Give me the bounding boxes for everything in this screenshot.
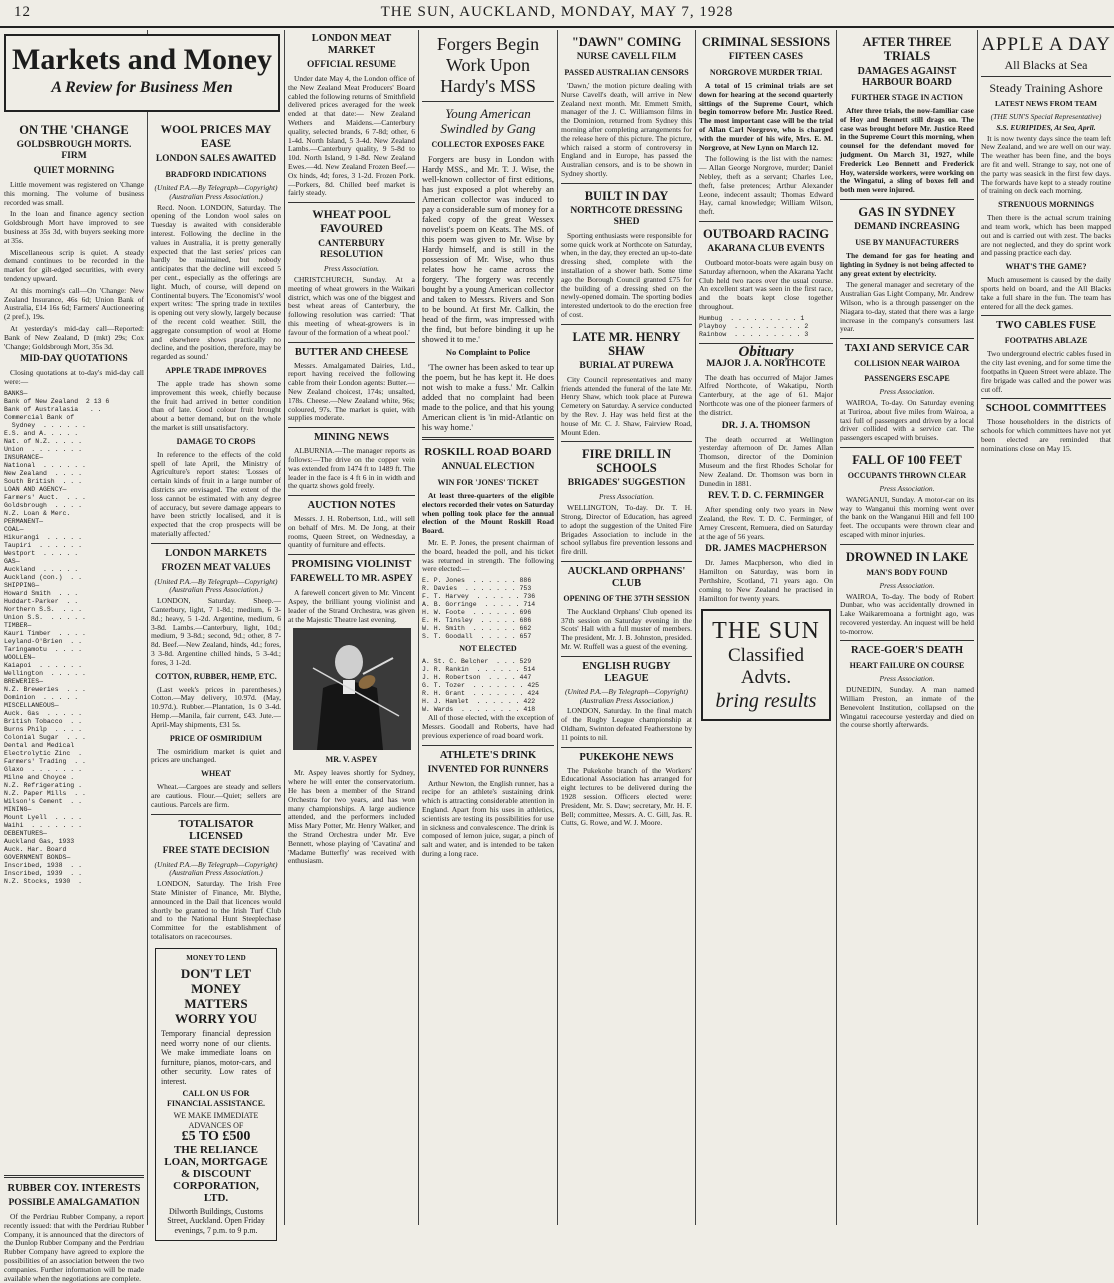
subhead: FAREWELL TO MR. ASPEY (290, 574, 413, 585)
ad-kicker: MONEY TO LEND (186, 953, 246, 962)
subhead: WHAT'S THE GAME? (1005, 262, 1087, 272)
credit-line: Press Association. (323, 264, 379, 274)
article-paragraph: Much amusement is caused by the daily sports held on board, and the All Blacks take a full share in the fun. The team has entered for all the deck games. (981, 275, 1111, 311)
headline: AUCTION NOTES (307, 500, 396, 512)
not-elected-list: A. St. C. Belcher . . . 529 J. R. Rankin . . . . . . 514 J. H. Robertson . . . . 447 G. T. Tozer . . . . . . . 425 R. H. Grant . . . . . . . 424 H. J. Hamlet . . . . . . 422 W. Wards . . . . . . . . 418 (422, 658, 540, 714)
credit-line: Press Association. (879, 483, 935, 493)
column-rule (695, 30, 696, 1225)
subhead: AKARANA CLUB EVENTS (707, 243, 825, 254)
article-paragraph: The following is the list with the names:— Allan George Norgrove, murder; Daniel Nebley, theft as a servant; Charles Lee, theft, false pretences; Arthur Alexander Leone, indecent assault; Thomas Edward Hay, carnal knowledge; William Wilson, theft. (699, 154, 833, 217)
headline: TWO CABLES FUSE (996, 320, 1096, 332)
article-paragraph: WAIROA, To-day. On Saturday evening at Turiroa, about five miles from Wairoa, a taxi full of passengers and driven by a local driver collided with a service car. The passengers escaped with bruises. (840, 397, 974, 443)
column-rule (836, 30, 837, 1225)
ad-advance: WE MAKE IMMEDIATE ADVANCES OF (173, 1111, 259, 1130)
article-paragraph: 'The owner has been asked to tear up the poem, but he has kept it. He does not wish to make a fuss.' Mr. Calkin added that no complaint had been made to the police, and that his young American client is 'in mid-Atlantic on his way home.' (422, 362, 554, 432)
credit-line: (United P.A.—By Telegraph—Copyright) (Australian Press Association.) (154, 576, 278, 595)
headline-main: Forgers Begin Work Upon Hardy's MSS (436, 34, 540, 96)
article-paragraph: After three trials, the now-familiar case of Hoy and Bennett still drags on. The case was brought before Mr. Justice Reed in the Supreme Court this morning, when counsel for the defendant moved for judgment. On March 31, 1927, while Frederick Leo Bennett and Frederick Hoy, waterside workers, were working on the Wingatui, a sling of boxes fell and both men were injured. (840, 106, 974, 195)
article-paragraph: Dr. James Macpherson, who died in Hamilton on Saturday, was born in Perthshire, Scotland, 71 years ago. On coming to New Zealand he practised in Hamilton for twenty years. (699, 558, 833, 603)
column-5 (561, 30, 692, 1225)
classified-ad (701, 609, 831, 721)
article-paragraph: Of the Perdriau Rubber Company, a report recently issued: that with the Perdriau Rubber Company, it is announced that the directors of the Dunlop Rubber Company and the Perdriau Rubber Company have agreed to explore the possibilities of an association between the two companies. Further information will be made available when the negotiations are complete. (4, 1211, 144, 1283)
article-paragraph: WAIROA, To-day. The body of Robert Dunbar, who was accidentally drowned in Lake Waikaremoana a fortnight ago, was recovered yesterday. An inquest will be held to-morrow. (840, 591, 974, 636)
article-paragraph: WELLINGTON, To-day. Dr. T. H. Strong, Director of Education, has agreed to adopt the suggestion of the United Fire Brigades Association to include in the school syllabus fire prevention lessons and fire drill. (561, 503, 692, 557)
article-paragraph: Messrs. J. H. Robertson, Ltd., will sell on behalf of Mrs. M. De Jong, at their rooms, Queen Street, on Wednesday, a quantity of furniture and effects. (288, 514, 415, 550)
article-paragraph: LONDON, Saturday. Sheep.—Canterbury, light, 7 1-8d.; medium, 6 3-8d.; heavy, 5 1-2d. Argentine, medium, 6 3-8d. Lambs.—Canterbury, light, 10d.; medium, 9 3-8d.; second, 9d.; other, 8 7-8d. Beef.—New Zealand, hinds, 4d.; fores, 3 3-8d. Argentine chilled hinds, 5 3-4d.; fores, 3 1-2d. (151, 596, 281, 667)
headline: ROSKILL ROAD BOARD (424, 446, 552, 458)
subhead: LATEST NEWS FROM TEAM (995, 99, 1097, 108)
subhead: FREE STATE DECISION (162, 845, 270, 856)
column-3 (288, 30, 415, 1225)
column-rule (557, 30, 558, 1225)
column-7 (840, 30, 974, 1225)
subhead: BRIGADES' SUGGESTION (567, 478, 686, 489)
obituary-heading: Obituary (738, 343, 794, 360)
article-paragraph: Closing quotations at to-day's mid-day call were:— (4, 368, 144, 387)
article-paragraph: Messrs. Amalgamated Dairies, Ltd., report having received the following cable from their London agents: Butter.—New Zealand choicest, 174s; unsalted, 178s. Cheese.—New Zealand white, 96s; coloured, 97s. The market is quiet, with supplies moderate. (288, 360, 415, 423)
column-rule (418, 30, 419, 1225)
subhead: MAJOR J. A. NORTHCOTE (706, 358, 826, 369)
article-paragraph: A total of 15 criminal trials are set down for hearing at the second quarterly sittings of the Supreme Court, which begin tomorrow before Mr. Justice Reed. The most important case will be the trial of Allan Carl Norgrove, who is charged with the murder of his wife, Mrs. E. M. Norgrove, at New Lynn on March 12. (699, 81, 833, 152)
headline: BUTTER AND CHEESE (294, 346, 409, 358)
headline: RUBBER COY. INTERESTS (7, 1182, 141, 1194)
article-paragraph: ALBURNIA.—The manager reports as follows:—The drive on the copper vein was extended from 1474 ft to 1489 ft. The leader in the face is 4 ft 6 in in width and the quartz shows gold freely. (288, 446, 415, 491)
credit-line: Press Association. (598, 492, 654, 502)
subhead: USE BY MANUFACTURERS (855, 237, 959, 247)
subhead: HEART FAILURE ON COURSE (849, 661, 965, 671)
subhead: FIFTEEN CASES (728, 52, 804, 62)
subhead: DR. J. A. THOMSON (721, 420, 811, 431)
ad-company: THE RELIANCE LOAN, MORTGAGE & DISCOUNT CORPORATION, LTD. (164, 1143, 268, 1204)
quotations-table: BANKS— Bank of New Zealand 2 13 6 Bank of Australasia . . Commercial Bank of Sydney . . . . . . E.S. and A. . . . . Nat. of N.Z. . . . . Union . . . . . . . INSURANCE— National . . . . . . New Zealand . . . . South British . . . LOAN AND AGENCY— Farmers' Auct. . . . Goldsbrough . . . . N.Z. Loan & Merc. PERMANENT— COAL— Hikurangi . . . . . Taupiri . . . . . . Westport . . . . . GAS— Auckland . . . . . Auckland (con.) . . SHIPPING— Howard Smith . . . Huddart-Parker . . Northern S.S. . . . Union S.S. . . . . . TIMBER— Kauri Timber . . . . Leyland-O'Brien . . Taringamotu . . . . WOOLLEN— Kaiapoi . . . . . . Wellington . . . . . BREWERIES— N.Z. Breweries . . . Dominion . . . . . MISCELLANEOUS— Auck. Gas . . . . . British Tobacco . . Burns Philp . . . . Colonial Sugar . . . Dental and Medical Electrolytic Zinc . Farmers' Trading . . Glaxo . . . . . . . Milne and Choyce . N.Z. Refrigerating . N.Z. Paper Mills . . Wilson's Cement . . MINING— Mount Lyell . . . . Waihi . . . . . . . DEBENTURES— Auckland Gas, 1933 Auck. Har. Board GOVERNMENT BONDS— Inscribed, 1938 . . Inscribed, 1939 . . N.Z. Stocks, 1930 . (4, 389, 110, 885)
subhead: BURIAL AT PUREWA (579, 360, 674, 371)
article-paragraph: It is now twenty days since the team left New Zealand, and we are well on our way. The weather has been fine, and the boys are fit and well. Strange to say, not one of the party was seasick in the first few days. The forwards have kept to a steady routine of training on deck each morning. (981, 133, 1111, 196)
subhead: APPLE TRADE IMPROVES (165, 365, 267, 375)
credit-line: Press Association. (879, 674, 935, 684)
headline: OUTBOARD RACING (702, 226, 830, 241)
subhead: NORGROVE MURDER TRIAL (709, 68, 823, 77)
subhead: COTTON, RUBBER, HEMP, ETC. (155, 671, 277, 681)
article-paragraph: City Council representatives and many friends attended the funeral of the late Mr. Henry Shaw, which took place at Purewa Cemetery on Saturday. A service conducted by the Rev. J. Hay was held first at the house of Mr. C. J. Shaw, Fairview Road, Mount Eden. (561, 374, 692, 437)
headline: FIRE DRILL IN SCHOOLS (582, 447, 671, 476)
headline: ENGLISH RUGBY LEAGUE (582, 660, 671, 684)
subhead: MID-DAY QUOTATIONS (20, 354, 128, 365)
article-paragraph: Forgers are busy in London with Hardy MSS., and Mr. T. J. Wise, the well-known collector of first editions, has just exposed a plot whereby an American collector was induced to pay a considerable sum of money for a faked copy of the great Wessex novelist's poem on Keats. The MS. of this poem was given to Mr. Wise by Hardy himself, and is still in the possession of Mr. Wise, who thus relates how he came across the forgery. 'The forgery was recently bought by a young American collector and taken to Messrs. Rivers and Son to be bound. At first Mr. Calkin, the head of the firm, was impressed with the find, but before binding it up he showed it to me.' (422, 154, 554, 344)
subhead: STRENUOUS MORNINGS (998, 200, 1094, 210)
headline: SCHOOL COMMITTEES (985, 403, 1107, 415)
photo-caption: MR. V. ASPEY (325, 755, 378, 765)
subhead: QUIET MORNING (33, 166, 115, 176)
dateline: S.S. EURIPIDES, At Sea, April. (996, 122, 1096, 132)
article-paragraph: A farewell concert given to Mr. Vincent Aspey, the brilliant young violinist and leader of the Strand Orchestra, was given at the Majestic Theatre last evening. (288, 588, 415, 624)
subhead: FROZEN MEAT VALUES (161, 562, 271, 573)
race-results: Humbug . . . . . . . . . 1 Playboy . . . . . . . . . 2 Rainbow . . . . . . . . . 3 (699, 314, 809, 338)
subhead: DAMAGES AGAINST HARBOUR BOARD (857, 66, 957, 88)
subhead: INVENTED FOR RUNNERS (427, 764, 549, 775)
ad-title: THE SUN (712, 618, 820, 645)
ad-call: CALL ON US FOR FINANCIAL ASSISTANCE. (166, 1089, 266, 1108)
subhead: FURTHER STAGE IN ACTION (851, 93, 963, 102)
headline: DROWNED IN LAKE (845, 549, 969, 564)
column-4 (422, 30, 554, 1225)
article-paragraph: The Auckland Orphans' Club opened its 37th session on Saturday evening in the Scots' Hall with a full muster of members. The president, Mr. J. B. Johnston, presided. Mr. W. Ruffell was a guest of the evening. (561, 606, 692, 652)
headline-main: APPLE A DAY (981, 34, 1111, 55)
article-paragraph: Under date May 4, the London office of the New Zealand Meat Producers' Board cabled the following returns of Smithfield delivered prices averaged for the week ended at that date:— New Zealand Wethers and Maidens.—Canterbury quality, selected brands, 6 7-8d; other, 6 1-4d. North Island, 5 3-4d. New Zealand Lambs.—Canterbury quality, 9 5-8d to 10d. North Island, 9 1-8d. New Zealand Ewes.—4d. New Zealand Frozen Beef.—Ox hinds, 4d; fores, 3 1-2d. Frozen Pork.—Porkers, 8d. Chilled beef market is fairly steady. (288, 74, 415, 198)
subhead: Steady Training Ashore (989, 81, 1103, 95)
headline: PROMISING VIOLINIST (291, 559, 412, 571)
violinist-image (293, 628, 411, 750)
article-paragraph: The general manager and secretary of the Australian Gas Light Company, Mr. Andrew Wilson, who is a through passenger on the Niagara to-day, stated that there was a large increase in the company's consumers last year. (840, 280, 974, 334)
ad-headline: DON'T LET MONEY MATTERS WORRY YOU (175, 966, 257, 1027)
column-rule (977, 30, 978, 1225)
page-number: 12 (14, 4, 31, 20)
article-paragraph: The death occurred at Wellington yesterday afternoon of Dr. James Allan Thomson, director of the Dominion Museum and the first Rhodes Scholar for New Zealand. Dr. Thomson was born in Dunedin in 1881. (699, 434, 833, 488)
markets-banner (4, 34, 280, 112)
ad-amount: £5 TO £500 (181, 1129, 251, 1145)
headline: CRIMINAL SESSIONS (701, 35, 831, 49)
headline: FALL OF 100 FEET (852, 452, 962, 467)
subhead: POSSIBLE AMALGAMATION (8, 1197, 140, 1208)
subhead-italic: Young American Swindled by Gang (440, 106, 536, 136)
subhead: MAN'S BODY FOUND (866, 567, 948, 577)
headline: BUILT IN DAY (584, 188, 669, 203)
headline: AFTER THREE TRIALS (862, 35, 952, 63)
credit-line: Press Association. (879, 580, 935, 590)
masthead (0, 0, 1114, 28)
article-paragraph: Two underground electric cables fused in the city last evening, and for some time the footpaths in Queen Street were ablaze. The fire brigade was called and the power was cut off. (981, 349, 1111, 394)
article-paragraph: LONDON, Saturday. In the final match of the Rugby League championship at Oldham, Swinton defeated Featherstone by 11 points to nil. (561, 706, 692, 742)
subhead: No Complaint to Police (445, 347, 531, 357)
article-paragraph: The death has occurred of Major James Alfred Northcote, of Wakatipu, North Canterbury, at the age of 61. Major Northcote was one of the pioneer farmers of the district. (699, 372, 833, 417)
credit-line: Press Association. (879, 387, 935, 397)
subhead: DEMAND INCREASING (854, 221, 960, 232)
violinist-photo (293, 628, 411, 750)
column-6 (699, 30, 833, 1225)
headline: WHEAT POOL FAVOURED (312, 209, 391, 236)
subhead: WHEAT (200, 769, 232, 779)
ad-address: Dilworth Buildings, Customs Street, Auckland. Open Friday evenings, 7 p.m. to 9 p.m. (167, 1206, 265, 1235)
subhead: ANNUAL ELECTION (441, 462, 535, 472)
subhead: COLLECTOR EXPOSES FAKE (431, 140, 545, 149)
article-paragraph: At this morning's call—On 'Change: New Zealand Insurance, 46s 6d; Union Bank of Australia, £14 16s 6d; Farmers' Auctioneering (2 pref.), 19s. (4, 285, 144, 322)
column-rule (147, 30, 148, 1225)
article-paragraph: Mr. E. P. Jones, the present chairman of the board, headed the poll, and his ticket was returned in strength. The following were elected:— (422, 537, 554, 574)
article-paragraph: Sporting enthusiasts were responsible for some quick work at Northcote on Saturday, when, in the day, they erected an up-to-date dressing shed, complete with the installation of a shower bath. Some time ago the Borough Council granted £75 for the building of a dressing shed on the newly-opened domain. The sporting bodies interested undertook to do the erection free of cost. (561, 230, 692, 319)
article-paragraph: CHRISTCHURCH, Sunday. At a meeting of wheat growers in the Waikari district, which was one of the biggest and best wheat areas of Canterbury, the following resolution was carried: 'That this meeting of wheat-growers is in favour of the formation of a wheat pool.' (288, 274, 415, 337)
article-paragraph: (Last week's prices in parentheses.) Cotton.—May delivery, 10.97d. (May, 10.97d.). Rubber.—Plantation, 1s 0 3-4d. Hemp.—Manila, fair current, £43. Jute.—April-May shipments, £31 5s. (151, 684, 281, 729)
credit-line: (United P.A.—By Telegraph—Copyright) (Australian Press Association.) (154, 859, 278, 878)
subhead: LONDON SALES AWAITED (155, 154, 277, 164)
subhead: FOOTPATHS ABLAZE (1004, 336, 1088, 346)
article-paragraph: At least three-quarters of the eligible electors recorded their votes on Saturday when polling took place for the annual election of the Mount Roskill Road Board. (422, 491, 554, 536)
subhead: PASSENGERS ESCAPE (864, 374, 950, 384)
article-paragraph: Mr. Aspey leaves shortly for Sydney, where he will enter the conservatorium. He has been a member of the Strand Orchestra for two years, and has won many championships. A large audience attended, and the performers included Miss Mary Potter, Mr. Henry Walker, and the Strand Orchestra under Mr. Eve Bennett, whose playing of 'Cavatina' and 'Madame Butterfly' was received with enthusiasm. (288, 768, 415, 866)
subhead: All Blacks at Sea (1004, 58, 1088, 72)
subhead: COLLISION NEAR WAIROA (854, 359, 960, 369)
headline: LONDON MARKETS (165, 547, 267, 559)
article-paragraph: All of those elected, with the exception of Messrs. Goodall and Roberts, have had previous experience of road board work. (422, 713, 554, 740)
subhead: NOT ELECTED (459, 644, 517, 654)
subhead: WIN FOR 'JONES' TICKET (437, 478, 539, 487)
subhead: BRADFORD INDICATIONS (165, 170, 267, 179)
subhead: PASSED AUSTRALIAN CENSORS (564, 68, 689, 77)
article-paragraph: Arthur Newton, the English runner, has a recipe for an athlete's sustaining drink which is attracting considerable attention in England. Apart from his uses in athletics, scientists are testing its possibilities for use in sickness and convalescence. The drink is composed of lemon juice, sugar, a pinch of salt and water, and is intended to be taken during a long race. (422, 778, 554, 858)
ad-body: Temporary financial depression need worry none of our clients. We make immediate loans on furniture, pianos, motor-cars, and other security. Low rates of interest. (161, 1029, 271, 1086)
ad-tagline: bring results (715, 690, 817, 713)
subhead: OPENING OF THE 37TH SESSION (563, 593, 690, 603)
subhead: OFFICIAL RESUME (307, 60, 396, 70)
subhead: DR. JAMES MACPHERSON (705, 544, 827, 555)
headline: PUKEKOHE NEWS (579, 751, 674, 763)
subhead: OCCUPANTS THROWN CLEAR (847, 470, 967, 480)
markets-subtitle: A Review for Business Men (51, 79, 233, 96)
subhead: CANTERBURY RESOLUTION (318, 239, 385, 261)
article-paragraph: At yesterday's mid-day call—Reported: Bank of New Zealand, D (mkt) 29s; Cox 'Change; Goldsbrough Mort, 35s 3d. (4, 323, 144, 351)
subhead: DAMAGE TO CROPS (176, 436, 256, 446)
headline: TAXI AND SERVICE CAR (844, 343, 970, 355)
article-paragraph: LONDON, Saturday. The Irish Free State Minister of Finance, Mr. Blythe, announced in the Dail that licences would shortly be granted to the Irish Turf Club and to the National Hunt Steeplechase Committee for the establishment of totalisators on racecourses. (151, 879, 281, 941)
article-paragraph: After spending only two years in New Zealand, the Rev. T. D. C. Ferminger, of Arney Crescent, Remuera, died on Saturday at the age of 56 years. (699, 505, 833, 541)
article-paragraph: The apple trade has shown some improvement this week, chiefly because the fruit had arrived in better condition than of late. Good colour fruit brought about a better demand, but on the whole the market is still unsatisfactory. (151, 378, 281, 432)
credit-line: (THE SUN'S Special Representative) (990, 112, 1102, 121)
headline: MINING NEWS (314, 432, 389, 444)
subhead: GOLDSBROUGH MORTS. FIRM (16, 140, 132, 161)
column-8 (981, 30, 1111, 1225)
elected-list: E. P. Jones . . . . . . 886 R. Davies . . . . . . . 753 F. T. Harvey . . . . . . 736 A. B. Gorringe . . . . . 714 H. W. Foote . . . . . . 696 E. H. Tinsley . . . . . 686 W. H. Smith . . . . . . 662 S. T. Goodall . . . . . 657 (422, 577, 536, 641)
article-paragraph: In reference to the effects of the cold spell of late April, the Ministry of Agriculture's report states: 'Losses of certain kinds of fruit in a large number of districts are envisaged. The extent of the loss cannot be estimated with any degree of accuracy, but severe damage appears to have been strictly localised, and it is expected that the crop prospects will be materially affected.' (151, 449, 281, 538)
article-paragraph: DUNEDIN, Sunday. A man named William Preston, an inmate of the Benevolent Institution, collapsed on the Wingatui racecourse yesterday and died on the course shortly afterwards. (840, 685, 974, 730)
markets-title: Markets and Money (12, 43, 272, 76)
column-1 (4, 118, 144, 1283)
article-paragraph: The demand for gas for heating and lighting in Sydney is not being affected to any great extent by electricity. (840, 250, 974, 278)
article-paragraph: Outboard motor-boats were again busy on Saturday afternoon, when the Akarana Yacht Club held two races over the usual course. An excellent start was seen in the first race, and the boats kept close together throughout. (699, 257, 833, 311)
article-paragraph: Miscellaneous scrip is quiet. A steady demand continues to be recorded in the market for gilt-edged securities, with every tendency upward. (4, 247, 144, 283)
credit-line: (United P.A.—By Telegraph—Copyright) (Australian Press Association.) (565, 686, 688, 705)
column-2 (151, 118, 281, 1235)
article-paragraph: Then there is the actual scrum training and team work, which has been mapped out and is carried out with zest. The backs are not neglected, and they do sprint work and passing practice each day. (981, 213, 1111, 258)
subhead: NURSE CAVELL FILM (576, 52, 677, 62)
masthead-title: THE SUN, AUCKLAND, MONDAY, MAY 7, 1928 (380, 4, 734, 20)
headline: LONDON MEAT MARKET (311, 33, 392, 56)
headline: "DAWN" COMING (571, 35, 682, 49)
article-paragraph: Recd. Noon. LONDON, Saturday. The opening of the London wool sales on Tuesday is awaited with considerable interest. Following the decline in the values in Australia, it is pretty generally expected that the last series' prices can hardly be maintained, but nobody anticipates that the decline will exceed 5 per cent., especially as the offerings are light. Much, of course, will depend on Continental buyers. The 'Economist's' wool expert writes: 'The spring trade in textiles is opening out very slowly, largely because of the recent cold weather. Still, the aggregate consumption of wool at Home and elsewhere shows practically no decline, and the position, therefore, may be regarded as sound.' (151, 202, 281, 362)
credit-line: (United P.A.—By Telegraph—Copyright) (Australian Press Association.) (154, 183, 278, 201)
subhead: NORTHCOTE DRESSING SHED (570, 205, 683, 227)
headline: GAS IN SYDNEY (858, 204, 956, 219)
article-paragraph: 'Dawn,' the motion picture dealing with Nurse Cavell's death, will arrive in New Zealand next month. Mr. Emmett Smith, manager of the J. C. Williamson films in the Dominion, returned from Sydney this morning after completing arrangements for the release here of this picture. The picture, which raised a storm of controversy in England and in Europe, has passed the Australian censors, and is to be shown in Sydney shortly. (561, 81, 692, 178)
loan-advertisement (155, 948, 277, 1242)
subhead: PRICE OF OSMIRIDIUM (169, 733, 263, 743)
article-paragraph: The Pukekohe branch of the Workers' Educational Association has arranged for eight lectures to be delivered during the 1928 session. Officers elected were: President, Mr. S. Daw; secretary, Mr. H. F. Bell; committee, Messrs. A. C. Gill, Jas. R. Cutts, G. Rowe, and W. J. Moore. (561, 765, 692, 828)
headline: ATHLETE'S DRINK (439, 749, 537, 761)
headline: AUCKLAND ORPHANS' CLUB (567, 565, 686, 589)
column-rule (284, 30, 285, 1225)
article-paragraph: Those householders in the districts of schools for which committees have not yet been elected are reminded that nominations close on May 15. (981, 417, 1111, 453)
headline: LATE MR. HENRY SHAW (572, 329, 681, 358)
article-paragraph: In the loan and finance agency section Goldsbrough Mort have improved to see business at 35s 3d, with buyers seeking more at 35s. (4, 209, 144, 245)
article-paragraph: Wheat.—Cargoes are steady and sellers are cautious. Flour.—Quiet; sellers are cautious. Parcels are firm. (151, 782, 281, 809)
article-paragraph: The osmiridium market is quiet and prices are unchanged. (151, 746, 281, 765)
subhead: REV. T. D. C. FERMINGER (707, 491, 825, 502)
headline: WOOL PRICES MAY EASE (160, 124, 272, 150)
article-paragraph: WANGANUI, Sunday. A motor-car on its way to Wanganui this morning went over the bank on the Wanganui Hill and fell 100 feet. The occupants were thrown clear and escaped with minor injuries. (840, 494, 974, 539)
article-paragraph: Little movement was registered on 'Change this morning. The volume of business recorded was small. (4, 180, 144, 207)
headline: RACE-GOER'S DEATH (850, 645, 964, 657)
headline: ON THE 'CHANGE (19, 123, 129, 137)
ad-line: Classified Advts. (728, 645, 804, 689)
headline: TOTALISATOR LICENSED (178, 818, 254, 842)
